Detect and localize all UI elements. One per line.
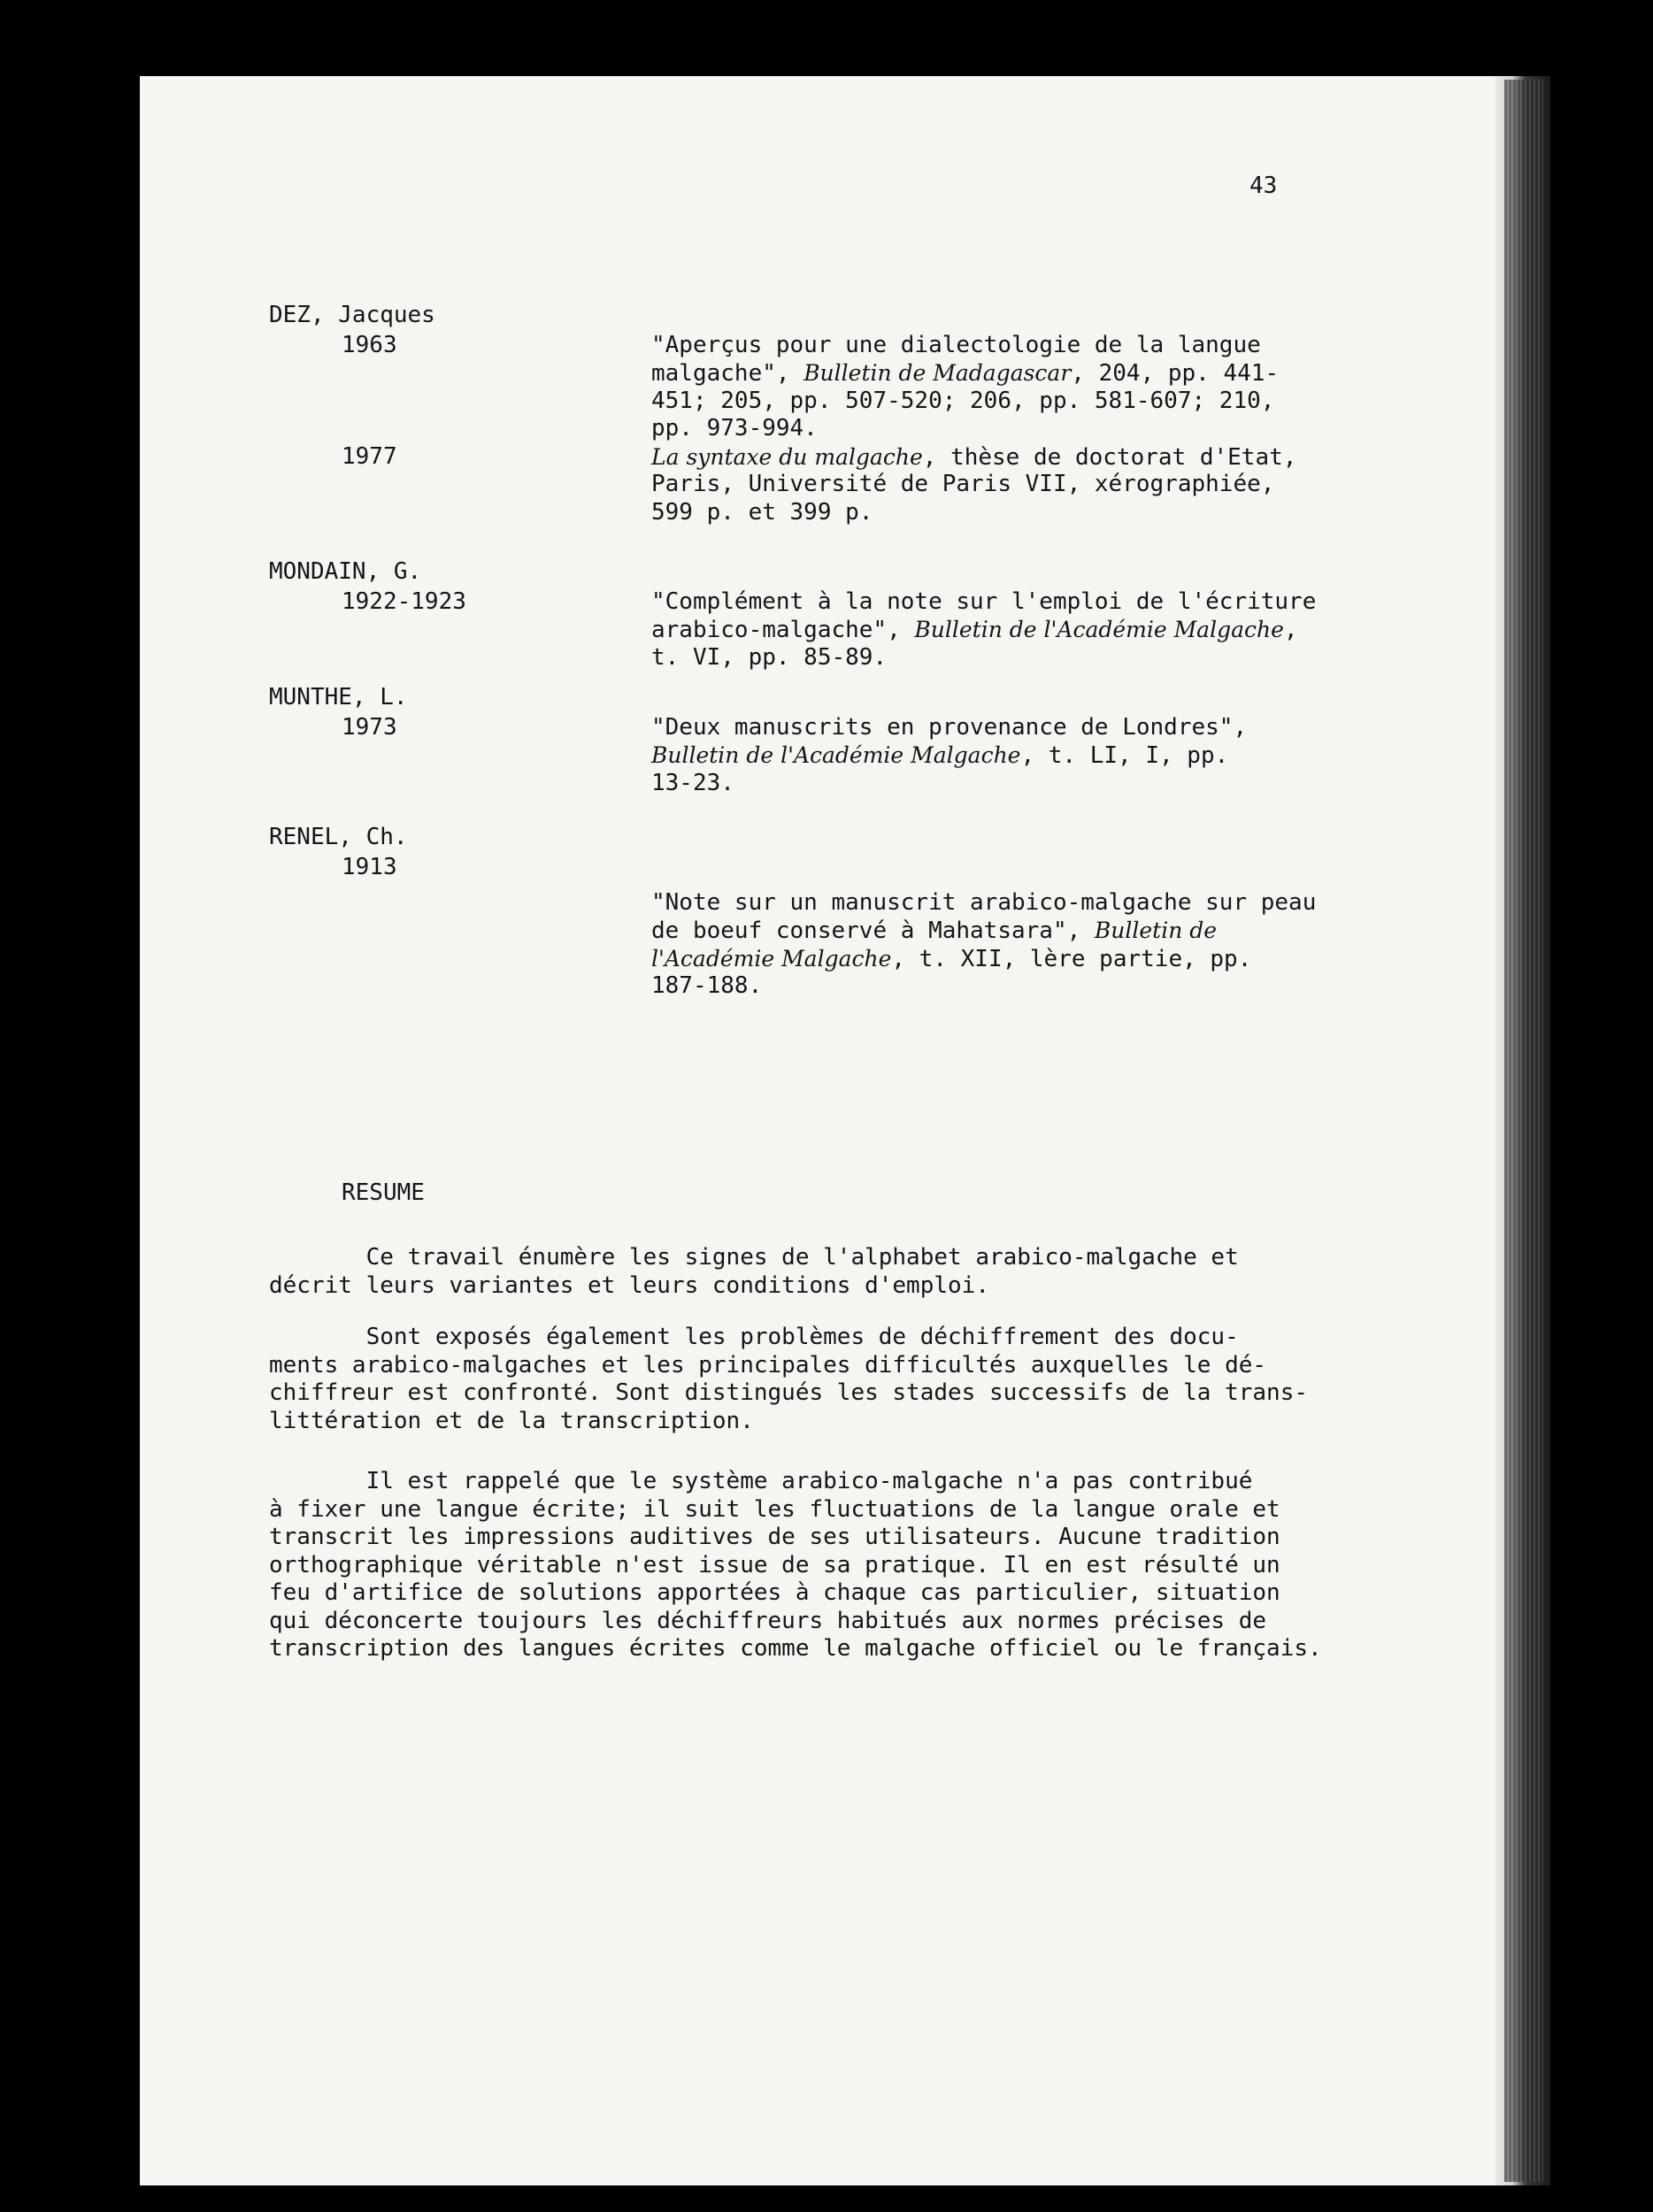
summary-line: Sont exposés également les problèmes de déchiffrement des docu- [269,1324,1239,1350]
reference-line: arabico-malgache", Bulletin de l'Académie Malgache, [651,617,1298,643]
reference-year: 1963 [342,331,397,358]
summary-line: chiffreur est confronté. Sont distingués les stades successifs de la trans- [269,1379,1308,1406]
reference-year: 1913 [342,853,397,880]
reference-author: MONDAIN, G. [269,558,422,585]
reference-line: de boeuf conservé à Mahatsara", Bulletin de [651,918,1218,944]
reference-line: 187-188. [651,972,763,999]
summary-line: Ce travail énumère les signes de l'alphabet arabico-malgache et [269,1244,1239,1271]
summary-line: ments arabico-malgaches et les principales difficultés auxquelles le dé- [269,1351,1267,1379]
reference-year: 1973 [342,713,397,741]
reference-year: 1922-1923 [342,588,466,615]
summary-line: décrit leurs variantes et leurs conditions d'emploi. [269,1271,989,1299]
summary-line: orthographique véritable n'est issue de sa pratique. Il en est résulté un [269,1551,1280,1578]
reference-line: 13-23. [651,769,734,796]
reference-line: "Complément à la note sur l'emploi de l'écriture [651,588,1317,615]
reference-line: pp. 973-994. [651,415,818,442]
reference-line: 451; 205, pp. 507-520; 206, pp. 581-607; 210, [651,387,1275,414]
reference-author: MUNTHE, L. [269,684,408,710]
reference-line: 599 p. et 399 p. [651,498,873,526]
reference-line: Paris, Université de Paris VII, xérographiée, [651,471,1275,497]
reference-line: l'Académie Malgache, t. XII, lère partie, pp. [651,945,1252,972]
page-number: 43 [1249,173,1278,199]
reference-author: DEZ, Jacques [269,302,435,328]
summary-line: transcription des langues écrites comme le malgache officiel ou le français. [269,1635,1322,1662]
reference-line: "Note sur un manuscrit arabico-malgache sur peau [651,888,1317,916]
summary-line: transcrit les impressions auditives de ses utilisateurs. Aucune tradition [269,1524,1280,1550]
reference-line: t. VI, pp. 85-89. [651,643,888,671]
reference-line: "Aperçus pour une dialectologie de la langue [651,331,1261,358]
summary-line: Il est rappelé que le système arabico-malgache n'a pas contribué [269,1468,1253,1494]
summary-heading: RESUME [342,1179,425,1206]
reference-year: 1977 [342,442,397,470]
reference-author: RENEL, Ch. [269,824,408,850]
summary-line: feu d'artifice de solutions apportées à chaque cas particulier, situation [269,1579,1280,1606]
reference-line: malgache", Bulletin de Madagascar, 204, pp. 441- [651,360,1280,387]
reference-line: "Deux manuscrits en provenance de Londres", [651,713,1248,741]
page-stack-lines [1504,80,1543,2182]
reference-line: La syntaxe du malgache, thèse de doctorat d'Etat, [651,443,1297,471]
summary-line: littération et de la transcription. [269,1407,754,1434]
summary-line: qui déconcerte toujours les déchiffreurs habitués aux normes précises de [269,1607,1267,1634]
reference-line: Bulletin de l'Académie Malgache, t. LI, I, pp. [651,742,1229,769]
summary-line: à fixer une langue écrite; il suit les fluctuations de la langue orale et [269,1495,1280,1523]
